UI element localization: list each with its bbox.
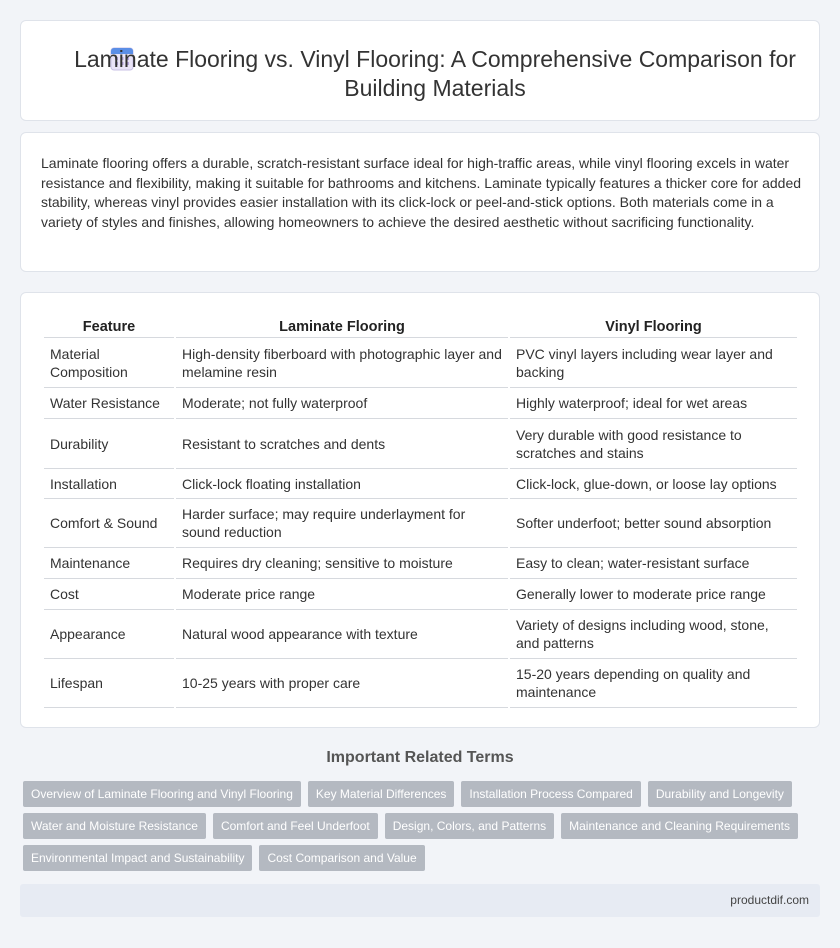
related-tag[interactable]: Overview of Laminate Flooring and Vinyl Flooring (23, 781, 301, 807)
related-tag[interactable]: Durability and Longevity (648, 781, 792, 807)
vinyl-cell: Generally lower to moderate price range (510, 579, 797, 610)
feature-cell: Durability (44, 419, 174, 469)
header-feature: Feature (44, 313, 174, 338)
intro-paragraph: Laminate flooring offers a durable, scratch-resistant surface ideal for high-traffic areas, while vinyl flooring excels in water resistance and flexibility, making it suitable for bathrooms and kitchens. Laminate typically features a thicker core for added stability, whereas vinyl provides easier installation with its click-lock or peel-and-stick options. Both materials come in a variety of styles and finishes, allowing homeowners to achieve the desired aesthetic without sacrificing functionality. (41, 155, 802, 230)
comparison-card (20, 292, 820, 728)
header-vinyl: Vinyl Flooring (510, 313, 797, 338)
related-tag[interactable]: Environmental Impact and Sustainability (23, 845, 252, 871)
table-row (44, 610, 797, 659)
table-row (44, 548, 797, 579)
feature-cell: Appearance (44, 610, 174, 659)
header-laminate: Laminate Flooring (176, 313, 508, 338)
feature-cell: Installation (44, 469, 174, 499)
table-row (44, 388, 797, 419)
feature-cell: Material Composition (44, 338, 174, 388)
footer (20, 884, 820, 917)
laminate-cell: Moderate price range (176, 579, 508, 610)
vinyl-cell: 15-20 years depending on quality and maintenance (510, 659, 797, 708)
table-row (44, 659, 797, 708)
vinyl-cell: Click-lock, glue-down, or loose lay options (510, 469, 797, 499)
title-card (20, 20, 820, 121)
table-row (44, 338, 797, 388)
laminate-cell: Click-lock floating installation (176, 469, 508, 499)
table-row (44, 499, 797, 548)
related-terms-title: Important Related Terms (326, 749, 514, 766)
related-tag[interactable]: Cost Comparison and Value (259, 845, 424, 871)
laminate-cell: Requires dry cleaning; sensitive to moisture (176, 548, 508, 579)
laminate-cell: 10-25 years with proper care (176, 659, 508, 708)
vinyl-cell: Highly waterproof; ideal for wet areas (510, 388, 797, 419)
related-tag[interactable]: Comfort and Feel Underfoot (213, 813, 378, 839)
related-tag[interactable]: Design, Colors, and Patterns (385, 813, 554, 839)
related-tag[interactable]: Installation Process Compared (461, 781, 640, 807)
vinyl-cell: Variety of designs including wood, stone, and patterns (510, 610, 797, 659)
laminate-cell: High-density fiberboard with photographic layer and melamine resin (176, 338, 508, 388)
table-row (44, 419, 797, 469)
table-row (44, 469, 797, 499)
table-row (44, 579, 797, 610)
feature-cell: Maintenance (44, 548, 174, 579)
intro-card (20, 132, 820, 272)
footer-site[interactable]: productdif.com (730, 893, 809, 907)
vinyl-cell: Easy to clean; water-resistant surface (510, 548, 797, 579)
laminate-cell: Harder surface; may require underlayment for sound reduction (176, 499, 508, 548)
comparison-table (42, 313, 799, 708)
vinyl-cell: Very durable with good resistance to scratches and stains (510, 419, 797, 469)
feature-cell: Water Resistance (44, 388, 174, 419)
feature-cell: Comfort & Sound (44, 499, 174, 548)
related-tag[interactable]: Key Material Differences (308, 781, 455, 807)
related-tag[interactable]: Maintenance and Cleaning Requirements (561, 813, 798, 839)
laminate-cell: Resistant to scratches and dents (176, 419, 508, 469)
feature-cell: Lifespan (44, 659, 174, 708)
laminate-cell: Natural wood appearance with texture (176, 610, 508, 659)
laminate-cell: Moderate; not fully waterproof (176, 388, 508, 419)
feature-cell: Cost (44, 579, 174, 610)
related-tag[interactable]: Water and Moisture Resistance (23, 813, 206, 839)
vinyl-cell: Softer underfoot; better sound absorption (510, 499, 797, 548)
vinyl-cell: PVC vinyl layers including wear layer and backing (510, 338, 797, 388)
table-header-row (44, 313, 797, 338)
page-title: Laminate Flooring vs. Vinyl Flooring: A Comprehensive Comparison for Building Materials (74, 46, 796, 101)
related-tags (23, 781, 803, 871)
